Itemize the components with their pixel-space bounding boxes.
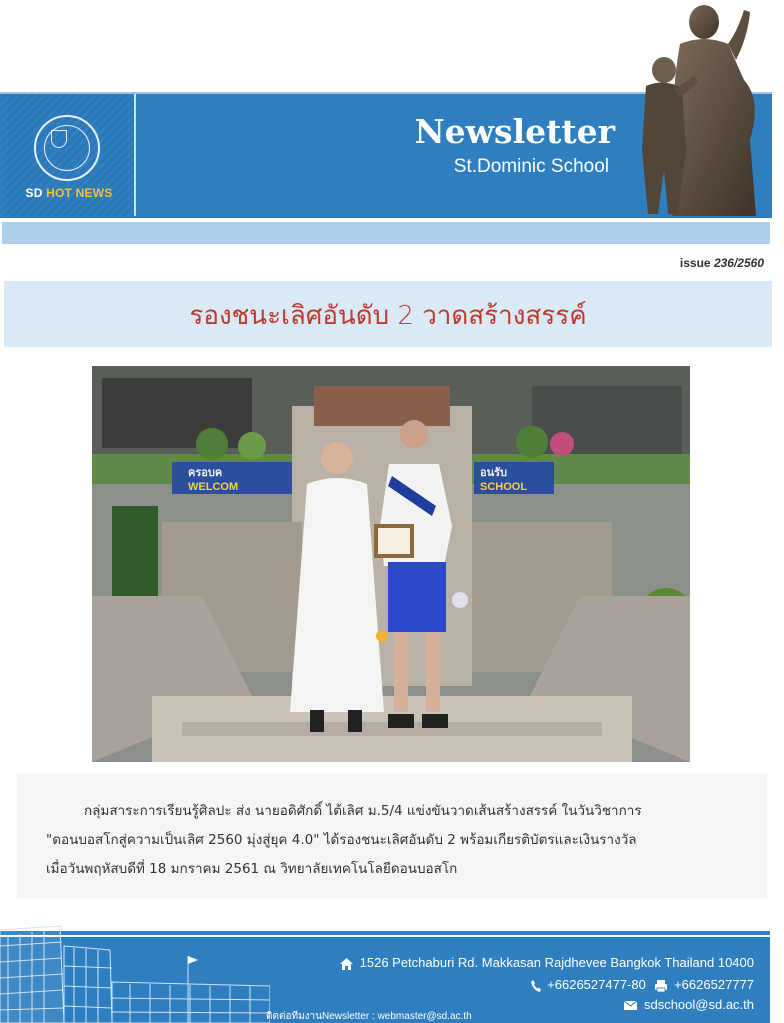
banner-right-thai: อนรับ [480, 467, 508, 479]
footer-address: 1526 Petchaburi Rd. Makkasan Rajdhevee Bangkok Thailand 10400 [359, 955, 754, 970]
phone-icon [531, 980, 541, 992]
article-line-3: เมื่อวันพฤหัสบดีที่ 18 มกราคม 2561 ณ วิทยาลัยเทคโนโลยีดอนบอสโก [46, 861, 458, 877]
banner-left-thai: ครอบค [188, 467, 223, 479]
footer-contact[interactable]: ติดต่อทีมงานNewsletter : webmaster@sd.ac.th [266, 1011, 472, 1022]
hot-news-badge [2, 186, 136, 200]
banner-left-en: WELCOM [188, 481, 239, 493]
school-seal-icon [34, 115, 100, 181]
issue-label: issue [679, 256, 711, 270]
footer-fax: +6626527777 [674, 977, 754, 992]
article-title: รองชนะเลิศอันดับ 2 วาดสร้างสรรค์ [189, 301, 587, 331]
badge-hot-news: HOT NEWS [46, 186, 113, 200]
article-line-1: กลุ่มสาระการเรียนรู้ศิลปะ ส่ง นายอดิศักดิ์ ไต้เลิศ ม.5/4 แข่งขันวาดเส้นสร้างสรรค์ ในวันวิชาการ [84, 803, 642, 819]
issue-value: 236/2560 [713, 256, 764, 270]
fax-icon [655, 980, 667, 992]
header-light-strip [2, 222, 770, 244]
footer-phone-row [525, 977, 754, 992]
badge-sd: SD [25, 186, 43, 200]
newsletter-title: Newsletter [414, 112, 615, 151]
footer-phone: +6626527477-80 [547, 977, 646, 992]
statue-image [620, 0, 784, 218]
footer-email[interactable]: sdschool@sd.ac.th [643, 997, 754, 1012]
home-icon [340, 958, 353, 970]
award-photo [92, 366, 690, 762]
issue-number [600, 256, 764, 270]
building-illustration [0, 916, 270, 1023]
school-name: St.Dominic School [453, 156, 609, 177]
article-body [46, 797, 746, 884]
mail-icon [624, 1001, 637, 1010]
article-line-2: "ดอนบอสโกสู่ความเป็นเลิศ 2560 มุ่งสู่ยุค 4.0" ได้รองชนะเลิศอันดับ 2 พร้อมเกียรติบัตรและเงินรางวัล [46, 832, 637, 848]
footer-address-row [334, 955, 754, 970]
banner-right-en: SCHOOL [480, 481, 528, 493]
footer-email-row [618, 997, 754, 1012]
